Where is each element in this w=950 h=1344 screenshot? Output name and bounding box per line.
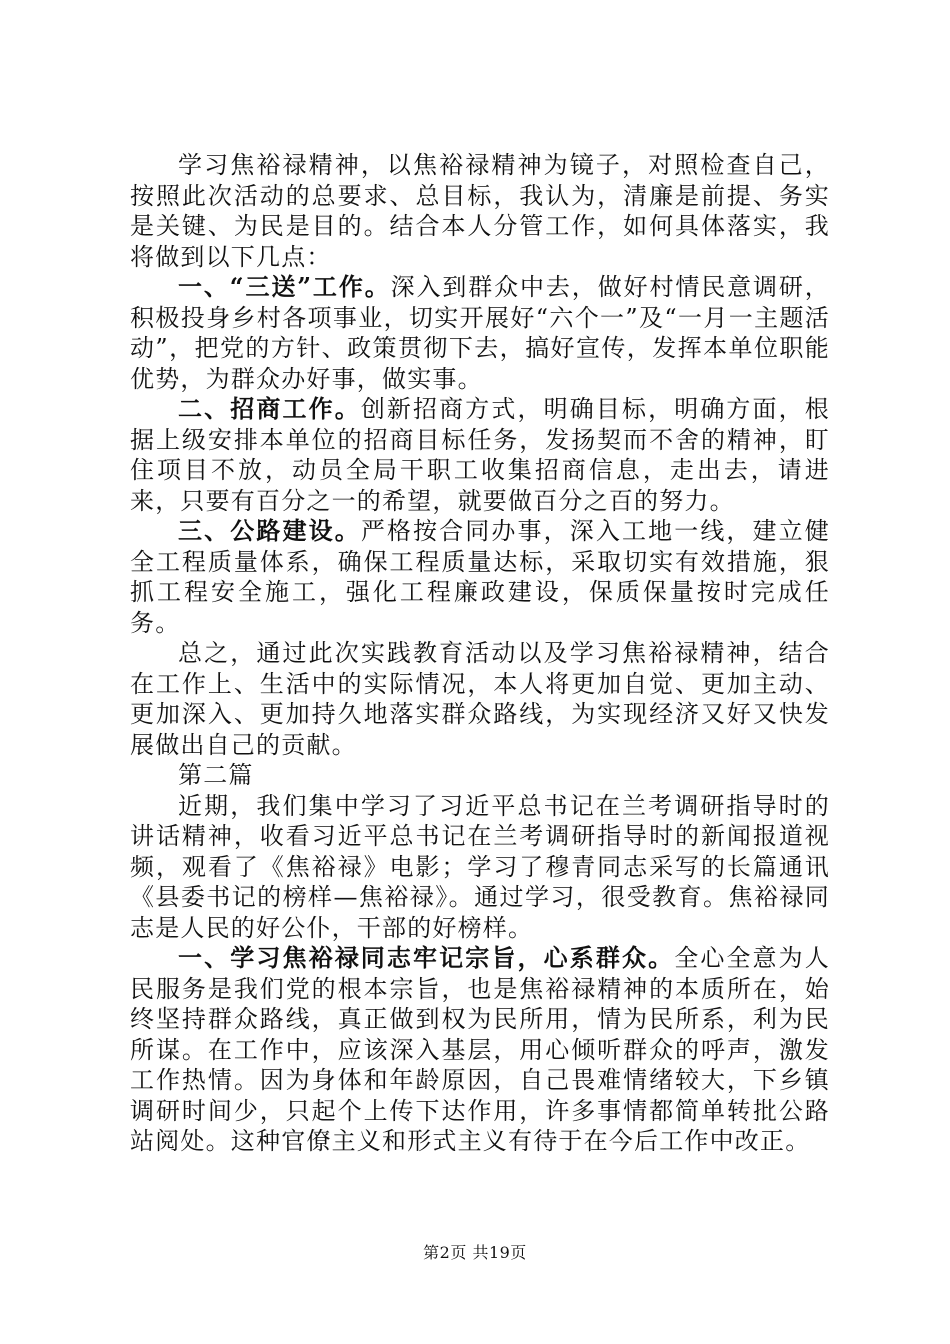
paragraph-text: 深入到群众中去，做好村情民意调研，积极投身乡村各项事业，切实开展好“六个一”及“一月一主题活动”，把党的方针、政策贯彻下去，搞好宣传，发挥本单位职能优势，为群众办好事，做实事。 (130, 273, 830, 393)
paragraph-sansong (130, 272, 830, 394)
paragraph-text: 创新招商方式，明确目标，明确方面，根据上级安排本单位的招商目标任务，发扬契而不舍的精神，盯住项目不放，动员全局干职工收集招商信息，走出去，请进来，只要有百分之一的希望，就要做百分之百的努力。 (130, 395, 830, 515)
paragraph-heading: 二、招商工作。 (178, 394, 361, 423)
paragraph-text: 总之，通过此次实践教育活动以及学习焦裕禄精神，结合在工作上、生活中的实际情况，本人将更加自觉、更加主动、更加深入、更加持久地落实群众路线，为实现经济又好又快发展做出自己的贡献。 (130, 639, 830, 759)
section-title-part-two (130, 760, 830, 791)
paragraph-heading: 一、“三送”工作。 (178, 272, 391, 301)
document-body (130, 150, 830, 1157)
page-footer (0, 1240, 950, 1263)
paragraph-text: 第二篇 (178, 761, 254, 789)
paragraph-intro (130, 150, 830, 272)
paragraph-text: 严格按合同办事，深入工地一线，建立健全工程质量体系，确保工程质量达标，采取切实有效措施，狠抓工程安全施工，强化工程廉政建设，保质保量按时完成任务。 (130, 517, 830, 637)
paragraph-learn-jiao (130, 943, 830, 1157)
paragraph-heading: 一、学习焦裕禄同志牢记宗旨，心系群众。 (178, 943, 675, 972)
paragraph-summary (130, 638, 830, 760)
paragraph-text: 学习焦裕禄精神，以焦裕禄精神为镜子，对照检查自己，按照此次活动的总要求、总目标，我认为，清廉是前提、务实是关键、为民是目的。结合本人分管工作，如何具体落实，我将做到以下几点： (130, 151, 830, 271)
paragraph-recent-study (130, 791, 830, 944)
paragraph-gonglu (130, 516, 830, 638)
paragraph-text: 近期，我们集中学习了习近平总书记在兰考调研指导时的讲话精神，收看习近平总书记在兰考调研指导时的新闻报道视频，观看了《焦裕禄》电影；学习了穆青同志采写的长篇通讯《县委书记的榜样—焦裕禄》。通过学习，很受教育。焦裕禄同志是人民的好公仆，干部的好榜样。 (130, 791, 830, 942)
paragraph-text: 全心全意为人民服务是我们党的根本宗旨，也是焦裕禄精神的本质所在，始终坚持群众路线，真正做到权为民所用，情为民所系，利为民所谋。在工作中，应该深入基层，用心倾听群众的呼声，激发工作热情。因为身体和年龄原因，自己畏难情绪较大，下乡镇调研时间少，只起个上传下达作用，许多事情都简单转批公路站阅处。这种官僚主义和形式主义有待于在今后工作中改正。 (130, 944, 830, 1155)
paragraph-zhaoshang (130, 394, 830, 516)
paragraph-heading: 三、公路建设。 (178, 516, 361, 545)
page-number-label: 第2页 共19页 (423, 1243, 527, 1262)
